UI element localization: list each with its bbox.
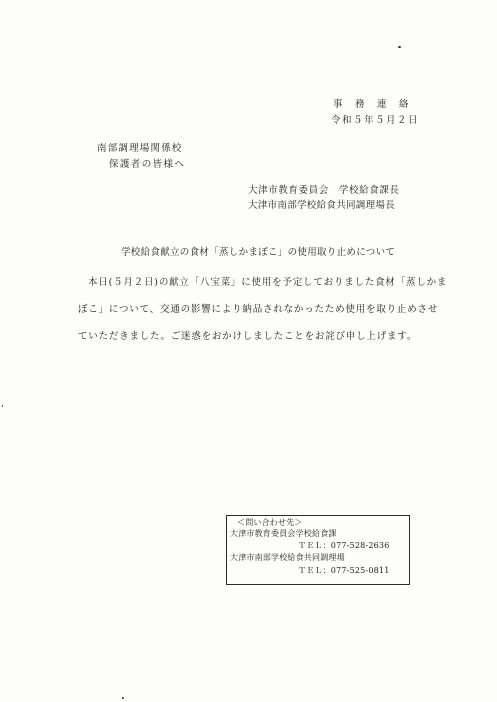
contact-tel-2: ＴＥＬ：077-525-0811 (298, 566, 390, 575)
recipient-guardians: 保護者の皆様へ (109, 159, 186, 170)
document-type-label: 事務連絡 (333, 99, 422, 110)
scan-speck (398, 46, 401, 48)
contact-heading: ＜問い合わせ先＞ (237, 518, 303, 527)
body-line-2: ぼこ」について、交通の影響により納品されなかったため使用を取り止めさせ (78, 304, 439, 315)
contact-info-box (226, 515, 410, 585)
sender-line-1: 大津市教育委員会 学校給食課長 (248, 185, 400, 196)
scan-speck (2, 405, 3, 407)
sender-line-2: 大津市南部学校給食共同調理場長 (248, 200, 396, 211)
document-subject: 学校給食献立の食材「蒸しかまぼこ」の使用取り止めについて (121, 247, 396, 258)
scan-speck (122, 697, 124, 699)
contact-tel-1: ＴＥＬ：077-528-2636 (298, 541, 390, 550)
contact-org-1: 大津市教育委員会学校給食課 (230, 529, 337, 538)
document-date: 令和５年５月２日 (331, 115, 420, 126)
recipient-schools: 南部調理場関係校 (97, 143, 183, 154)
body-line-1: 本日(５月２日)の献立「八宝菜」に使用を予定しておりました食材「蒸しかま (88, 277, 448, 288)
body-line-3: ていただきました。ご迷惑をおかけしましたことをお詫び申し上げます。 (78, 331, 418, 342)
contact-org-2: 大津市南部学校給食共同調理場 (230, 553, 345, 562)
